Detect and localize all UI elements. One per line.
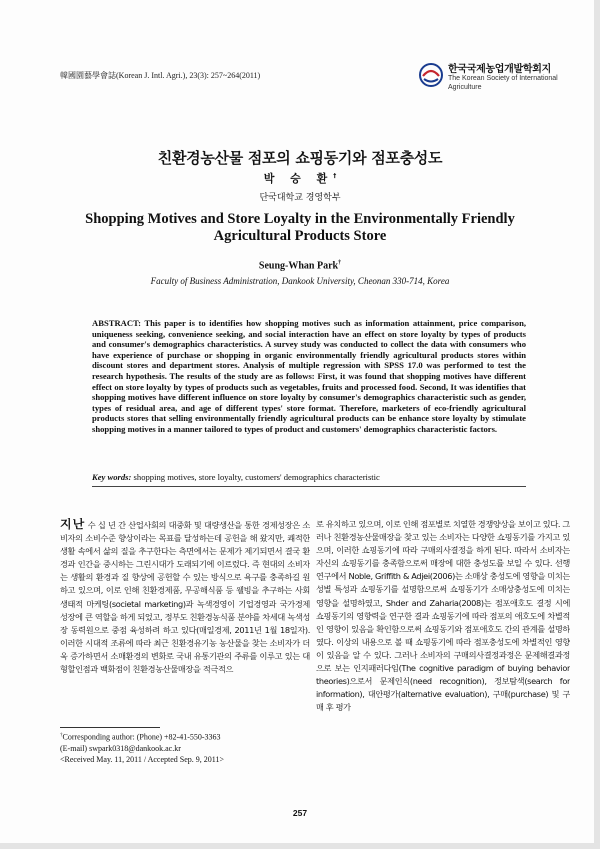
body-column-right: 로 유치하고 있으며, 이로 인해 점포별로 치열한 경쟁양상을 보이고 있다. 그러나 친환경농산물매장을 찾고 있는 소비자는 다양한 쇼핑동기를 가지고 있으며, 이러한 쇼핑동기에 따라 구매의사결정을 하게 된다. 따라서 소비자는 자신의 쇼핑동기를 충족함으로써 매장에 대한 충성도를 보일 수 있다. 선행연구에서 Noble, Griffith & Adjei(2006)는 소매상 충성도에 영향을 미치는 성별 특성과 쇼핑동기를 설명함으로써 쇼핑동기가 소매상충성도에 미치는 영향을 설명하였고, Shder and Zaharia(2008)는 점포애호도 결정 시에 쇼핑동기의 영향력을 연구한 결과 쇼핑동기에 따라 점포의 애호도에 차별적인 영향이 있음을 확인함으로써 쇼핑동기와 점포애호도 간의 관계를 설명하였다. 이상의 내용으로 볼 때 쇼핑동기에 따라 점포충성도에 차별적인 영향이 있음을 알 수 있다. 그러나 소비자의 구매의사결정과정은 문제해결과정으로 보는 인지패러다임(The cognitive paradigm of buying behavior theories)으로서 문제인식(need recognition), 정보탐색(search for information), 대안평가(alternative evaluation), 구매(purchase) 및 구매 후 평가 [316,519,570,713]
keywords-divider [92,486,526,487]
affiliation-korean: 단국대학교 경영학부 [259,193,341,203]
author-korean-name: 박 승 환 [263,172,334,185]
footnotes [60,730,224,765]
author-english-name: Seung-Whan Park [258,260,339,272]
title-english: Shopping Motives and Store Loyalty in the Environmentally Friendly Agricultural Products Store [85,211,515,244]
author-korean [0,170,600,186]
author-english-mark: † [338,260,342,266]
abstract: ABSTRACT: This paper is to identifies how shopping motives such as information attainment, price comparison, uniqueness seeking, convenience seeking, and social interaction have an effect on store loyalty by types of products and consumer's demographics characteristics. A survey study was conducted to collect the data with consumers who have experience of purchase or shopping in organic environmentally friendly agricultural products stores within discount stores and department stores. Analysis of multiple regression with SPSS 17.0 was performed to test the research hypothesis. The results of the study are as follows: First, it was found that shopping motives have different effect on store loyalty by types of products such as vegetables, fruits and processed food. Second, It was identifies that shopping motives have different influence on store loyalty by consumer's demographics characteristic such as gender, types of residual area, and age of different types' store format. Therefore, marketers of eco-friendly agricultural products stores that selling environmentally friendly agricultural products can be enhance store loyalty by stimulate shopping motives in a manner tailored to types of product and customers' demographics characteristic factors. [92,318,526,434]
journal-citation: 韓國園藝學會誌(Korean J. Intl. Agri.), 23(3): 257~264(2011) [60,71,261,80]
footnote-mark: † [60,733,63,738]
keywords-label: Key words: [92,472,132,482]
footnote-received: <Received May. 11, 2011 / Accepted Sep. 9, 2011> [60,754,225,764]
affiliation-english: Faculty of Business Administration, Dankook University, Cheonan 330-714, Korea [150,276,450,286]
footnote-corresponding-text: Corresponding author: (Phone) +82-41-550-3363 [62,732,221,742]
keywords [92,472,526,482]
society-name-en-line1: The Korean Society of International [448,75,558,82]
title-korean: 친환경농산물 점포의 쇼핑동기와 점포충성도 [157,149,443,167]
author-english [0,260,600,271]
body-lead-word: 지난 [60,518,86,531]
body-left-text: 수 십 년 간 산업사회의 대중화 및 대량생산을 통한 경제성장은 소비자의 소비수준 향상이라는 목표를 달성하는데 공헌을 해 왔지만, 쾌적한 생활 속에서 삶의 질을 추구한다는 측면에서는 문제가 제기되면서 결국 환경과 인간을 중시하는 그린시대가 도래되기에 이르렀다. 즉 현대의 소비자는 생활의 환경과 질 향상에 공헌할 수 있는 방식으로 욕구를 충족하길 원하고 있으며, 이로 인해 친환경제품, 무공해식품 등 웰빙을 추구하는 사회생태적 마케팅(societal marketing)과 녹색경영이 기업경영과 국가경제성장에 큰 역할을 하게 되었고, 정부도 친환경농식품 분야를 차세대 녹색성장 동력원으로 중점 육성하려 하고 있다(매일경제, 2011년 1월 18일자). 이러한 시대적 조류에 따라 최근 친환경유기농 농산물을 찾는 소비자가 더욱 증가하면서 소매환경의 변화로 국내 유통기관의 주류를 이루고 있는 대형할인점과 백화점이 친환경농산물매장을 적극적으 [60,520,310,675]
society-name-en-line2: Agriculture [448,84,482,91]
society-name-ko: 한국국제농업개발학회지 [448,64,551,75]
page-number: 257 [292,808,308,818]
footnote-divider [60,727,160,728]
footnote-email: (E-mail) swpark0318@dankook.ac.kr [60,743,181,753]
keywords-text: shopping motives, store loyalty, customers' demographics characteristic [133,472,380,482]
author-korean-mark: † [333,172,337,180]
body-column-left [60,518,310,728]
footnote-corresponding [60,730,224,743]
society-header [418,58,568,98]
society-logo-icon [418,62,444,88]
